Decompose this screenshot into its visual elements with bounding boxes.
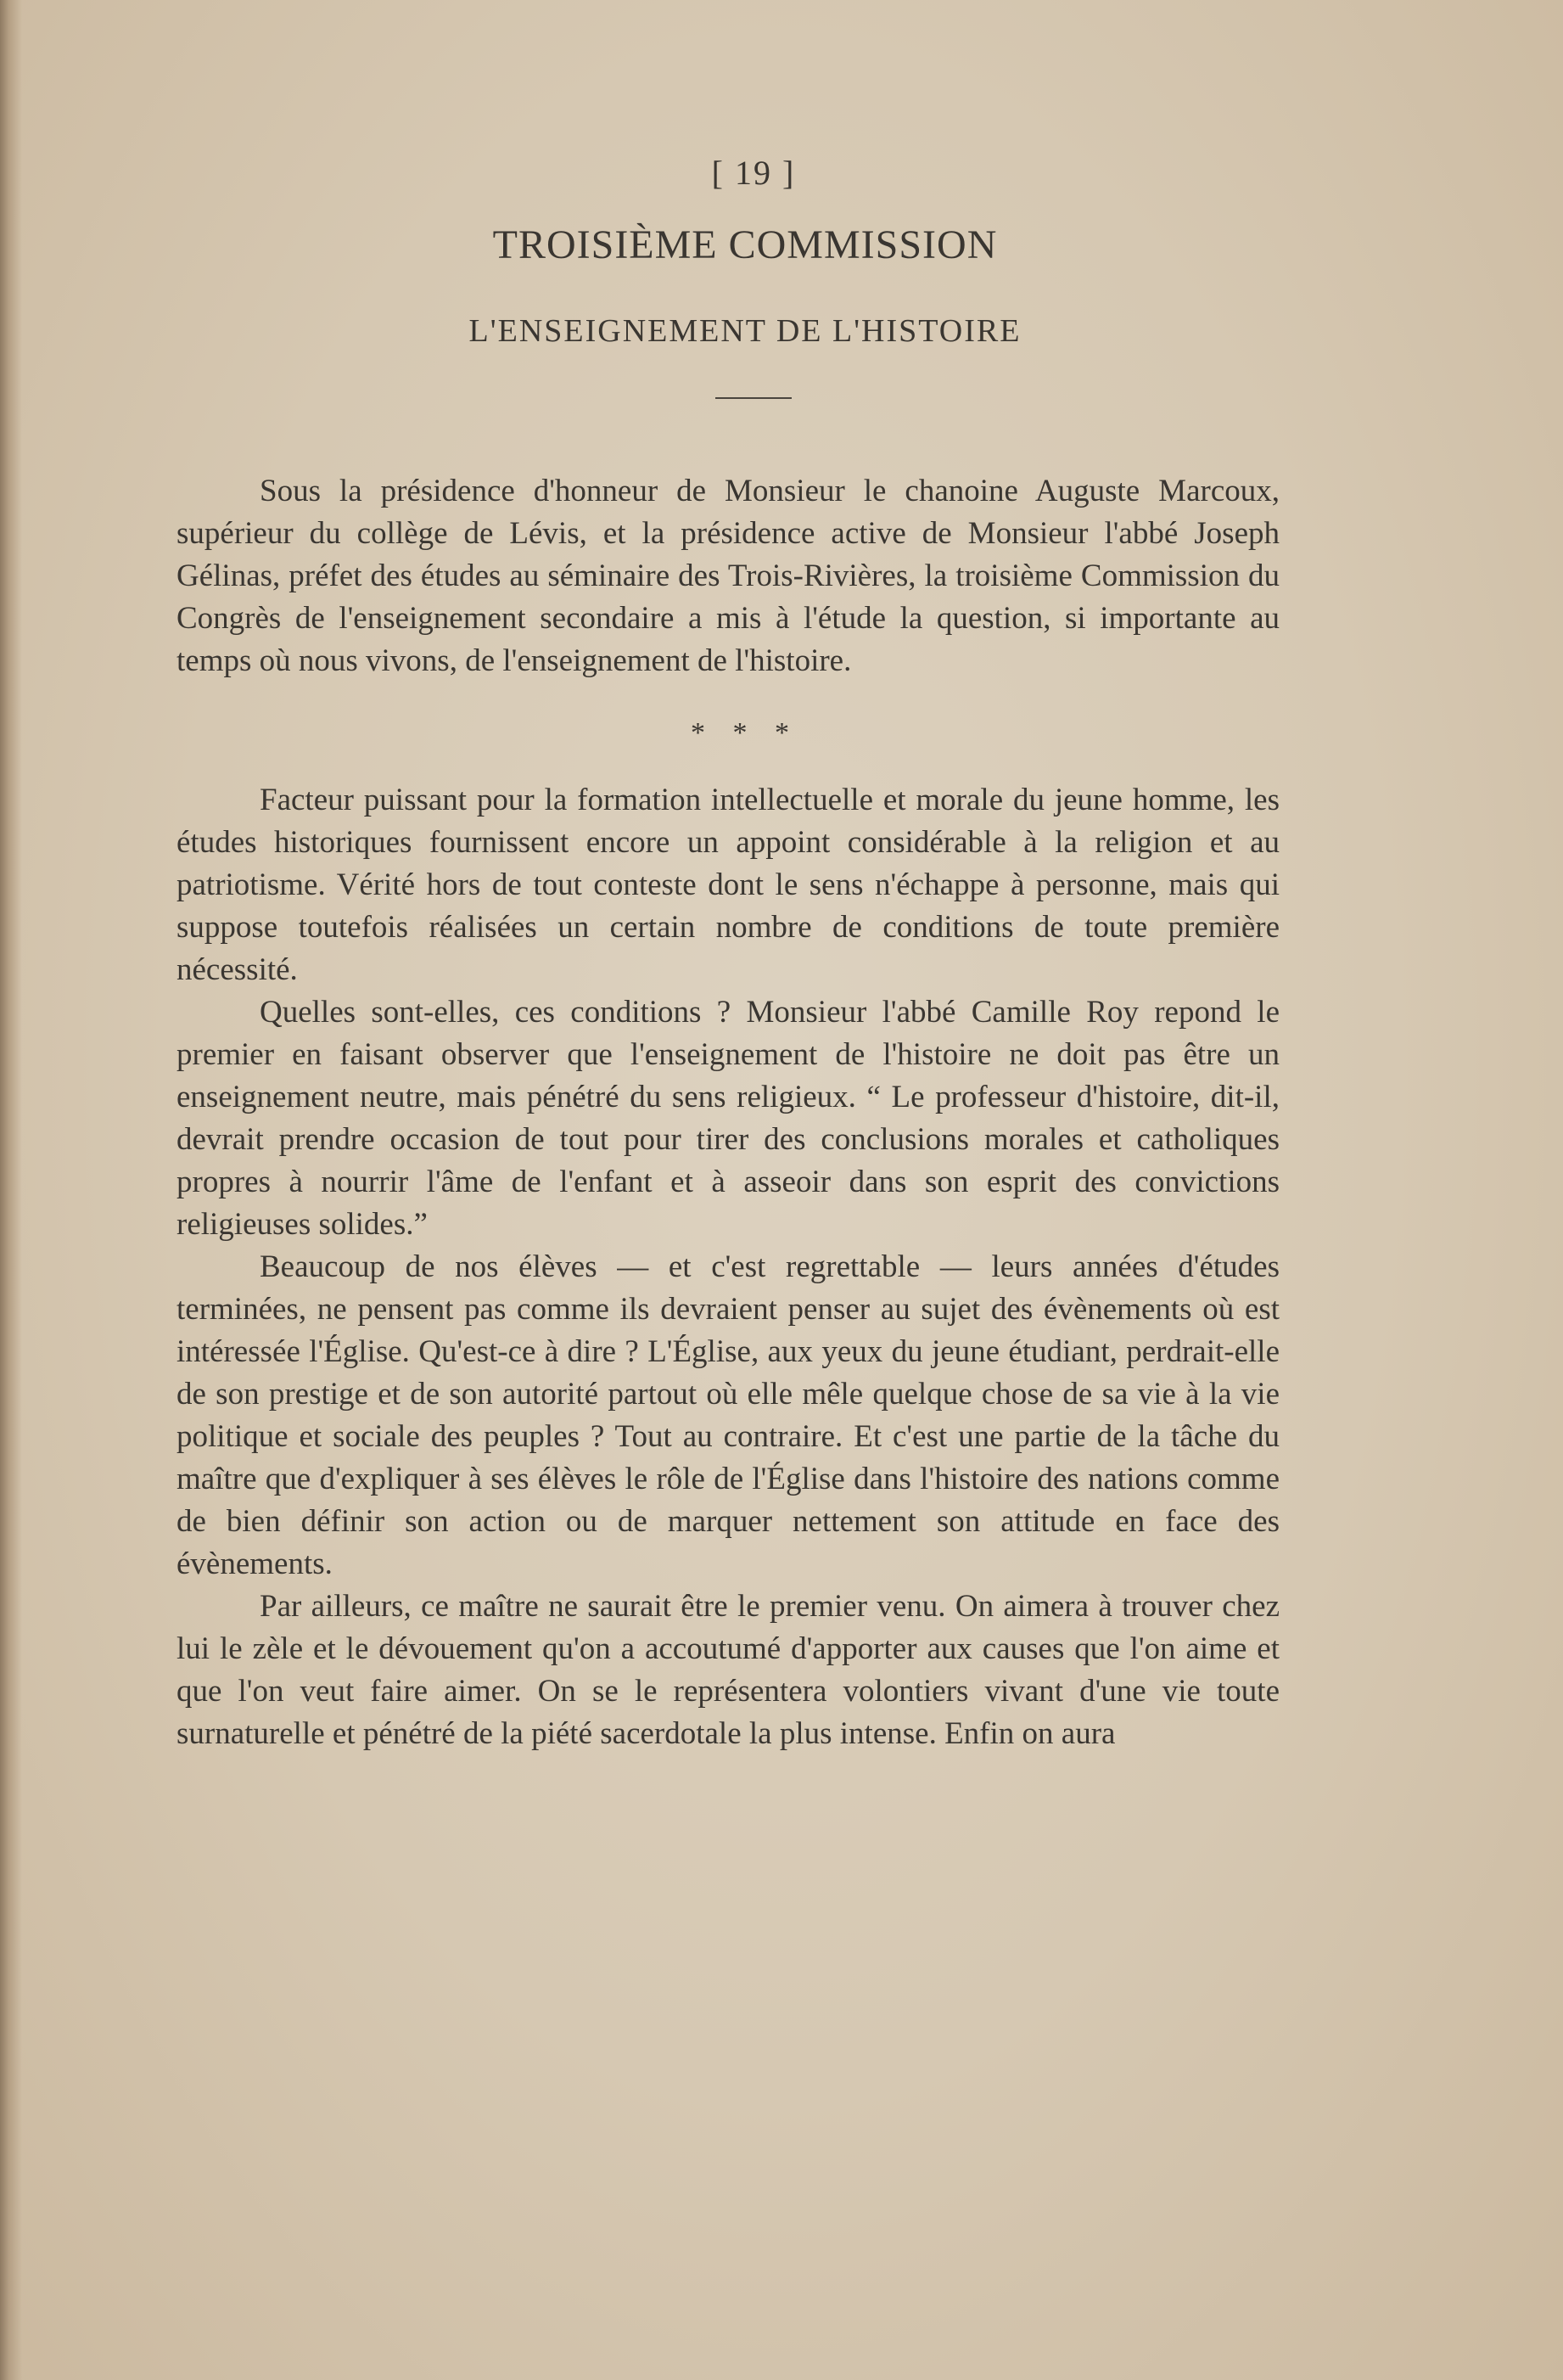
- title-rule: [715, 397, 792, 399]
- paragraph-body-1: Facteur puissant pour la formation intellectuelle et morale du jeune homme, les études historiques fournissent encore un appoint considérable à la religion et au patriotisme. Vérité hors de tout conteste dont le sens n'échappe à personne, mais qui suppose toutefois réalisées un certain nombre de conditions de toute première nécessité.: [176, 783, 1280, 987]
- section-subtitle: L'ENSEIGNEMENT DE L'HISTOIRE: [468, 313, 1022, 349]
- text-block: [176, 153, 1280, 1755]
- paragraph-body-4: Par ailleurs, ce maître ne saurait être le premier venu. On aimera à trouver chez lui le zèle et le dévouement qu'on a accoutumé d'apporter aux causes que l'on aime et que l'on veut faire aimer. On se le représentera volontiers vivant d'une vie toute surnaturelle et pénétré de la piété sacerdotale la plus intense. Enfin on aura: [176, 1589, 1280, 1751]
- paragraph-body-3: Beaucoup de nos élèves — et c'est regrettable — leurs années d'études terminées, ne pensent pas comme ils devraient penser au sujet des évènements où est intéressée l'Église. Qu'est-ce à dire ? L'Église, aux yeux du jeune étudiant, perdrait-elle de son prestige et de son autorité partout où elle mêle quelque chose de sa vie à la vie politique et sociale des peuples ? Tout au contraire. Et c'est une partie de la tâche du maître que d'expliquer à ses élèves le rôle de l'Église dans l'histoire des nations comme de bien définir son action ou de marquer nettement son attitude en face des évènements.: [176, 1249, 1280, 1581]
- asterism-separator: * * *: [691, 717, 799, 749]
- page-edge-shadow: [0, 0, 22, 2380]
- page-number: [ 19 ]: [711, 154, 796, 192]
- paragraph-body-2: Quelles sont-elles, ces conditions ? Monsieur l'abbé Camille Roy repond le premier en faisant observer que l'enseignement de l'histoire ne doit pas être un enseignement neutre, mais pénétré du sens religieux. “ Le professeur d'histoire, dit-il, devrait prendre occasion de tout pour tirer des conclusions morales et catholiques propres à nourrir l'âme de l'enfant et à asseoir dans son esprit des convictions religieuses solides.”: [176, 995, 1280, 1242]
- section-title: TROISIÈME COMMISSION: [492, 222, 998, 267]
- paragraph-intro: Sous la présidence d'honneur de Monsieur le chanoine Auguste Marcoux, supérieur du collège de Lévis, et la présidence active de Monsieur l'abbé Joseph Gélinas, préfet des études au séminaire des Trois-Rivières, la troisième Commission du Congrès de l'enseignement secondaire a mis à l'étude la question, si importante au temps où nous vivons, de l'enseignement de l'histoire.: [176, 474, 1280, 678]
